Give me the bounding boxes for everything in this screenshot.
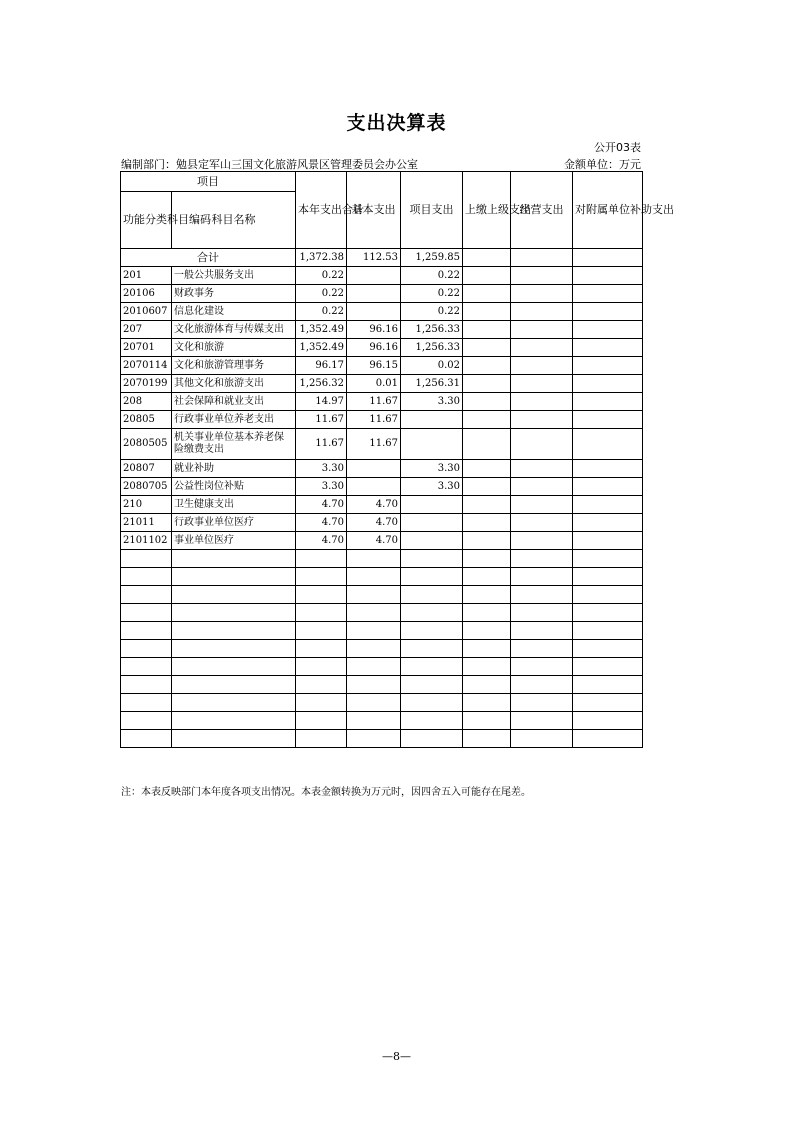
cell-name: 一般公共服务支出 bbox=[172, 267, 296, 285]
cell-basic: 11.67 bbox=[347, 411, 401, 429]
cell-project: 0.22 bbox=[401, 267, 463, 285]
cell-project: 3.30 bbox=[401, 478, 463, 496]
cell-name: 卫生健康支出 bbox=[172, 496, 296, 514]
cell-name: 文化旅游体育与传媒支出 bbox=[172, 321, 296, 339]
cell-basic: 96.15 bbox=[347, 357, 401, 375]
expenditure-table bbox=[120, 171, 674, 748]
cell-subsidy bbox=[573, 393, 643, 411]
cell-basic bbox=[347, 267, 401, 285]
cell-subsidy bbox=[573, 285, 643, 303]
cell-business bbox=[511, 339, 573, 357]
table-row bbox=[121, 267, 643, 285]
cell-name: 就业补助 bbox=[172, 460, 296, 478]
cell-subsidy bbox=[573, 321, 643, 339]
cell-business bbox=[511, 514, 573, 532]
cell-total: 4.70 bbox=[296, 496, 347, 514]
cell-total: 3.30 bbox=[296, 478, 347, 496]
header-project: 项目支出 bbox=[401, 172, 463, 249]
cell-code: 20807 bbox=[121, 460, 172, 478]
table-row bbox=[121, 285, 643, 303]
cell-upper bbox=[463, 411, 511, 429]
cell-project: 3.30 bbox=[401, 460, 463, 478]
cell-business bbox=[511, 411, 573, 429]
cell-project: 1,256.33 bbox=[401, 339, 463, 357]
cell-subsidy bbox=[573, 514, 643, 532]
page-title: 支出决算表 bbox=[346, 112, 447, 134]
cell-subsidy bbox=[573, 375, 643, 393]
cell-upper bbox=[463, 321, 511, 339]
cell-code: 2080505 bbox=[121, 429, 172, 460]
cell-project: 1,256.33 bbox=[401, 321, 463, 339]
empty-row bbox=[121, 730, 643, 748]
cell-business bbox=[511, 496, 573, 514]
cell-total: 1,352.49 bbox=[296, 339, 347, 357]
table-row bbox=[121, 357, 643, 375]
cell-total: 0.22 bbox=[296, 303, 347, 321]
cell-total: 3.30 bbox=[296, 460, 347, 478]
cell-basic: 4.70 bbox=[347, 532, 401, 550]
table-row bbox=[121, 303, 643, 321]
cell-code: 21011 bbox=[121, 514, 172, 532]
cell-upper bbox=[463, 532, 511, 550]
cell-upper bbox=[463, 285, 511, 303]
cell-basic: 96.16 bbox=[347, 321, 401, 339]
total-total: 1,372.38 bbox=[296, 249, 347, 267]
cell-project bbox=[401, 496, 463, 514]
cell-name: 机关事业单位基本养老保险缴费支出 bbox=[172, 429, 296, 460]
cell-basic bbox=[347, 303, 401, 321]
cell-code: 2010607 bbox=[121, 303, 172, 321]
cell-project: 1,256.31 bbox=[401, 375, 463, 393]
cell-name: 信息化建设 bbox=[172, 303, 296, 321]
cell-total: 4.70 bbox=[296, 514, 347, 532]
cell-name: 行政事业单位医疗 bbox=[172, 514, 296, 532]
header-total: 本年支出合计 bbox=[296, 172, 347, 249]
empty-row bbox=[121, 604, 643, 622]
cell-business bbox=[511, 357, 573, 375]
cell-upper bbox=[463, 460, 511, 478]
cell-name: 公益性岗位补贴 bbox=[172, 478, 296, 496]
cell-business bbox=[511, 460, 573, 478]
cell-basic: 11.67 bbox=[347, 429, 401, 460]
cell-upper bbox=[463, 514, 511, 532]
header-row-1 bbox=[121, 172, 643, 192]
table-row bbox=[121, 321, 643, 339]
table-row bbox=[121, 429, 643, 460]
header-subsidy: 对附属单位补助支出 bbox=[573, 172, 643, 249]
cell-code: 2101102 bbox=[121, 532, 172, 550]
cell-basic: 96.16 bbox=[347, 339, 401, 357]
cell-project: 0.22 bbox=[401, 285, 463, 303]
table-row bbox=[121, 393, 643, 411]
cell-code: 2070199 bbox=[121, 375, 172, 393]
cell-project bbox=[401, 411, 463, 429]
cell-name: 社会保障和就业支出 bbox=[172, 393, 296, 411]
empty-row bbox=[121, 694, 643, 712]
cell-code: 20106 bbox=[121, 285, 172, 303]
cell-subsidy bbox=[573, 357, 643, 375]
footnote: 注：本表反映部门本年度各项支出情况。本表金额转换为万元时，因四舍五入可能存在尾差。 bbox=[121, 787, 531, 798]
cell-business bbox=[511, 478, 573, 496]
cell-upper bbox=[463, 267, 511, 285]
cell-upper bbox=[463, 357, 511, 375]
cell-subsidy bbox=[573, 496, 643, 514]
cell-code: 2080705 bbox=[121, 478, 172, 496]
header-name: 科目名称 bbox=[172, 192, 296, 249]
cell-business bbox=[511, 393, 573, 411]
cell-business bbox=[511, 285, 573, 303]
cell-name: 财政事务 bbox=[172, 285, 296, 303]
cell-subsidy bbox=[573, 267, 643, 285]
cell-business bbox=[511, 267, 573, 285]
header-upper: 上缴上级支出 bbox=[463, 172, 511, 249]
cell-basic: 11.67 bbox=[347, 393, 401, 411]
cell-subsidy bbox=[573, 460, 643, 478]
table-row bbox=[121, 478, 643, 496]
cell-upper bbox=[463, 393, 511, 411]
empty-row bbox=[121, 568, 643, 586]
cell-name: 文化和旅游 bbox=[172, 339, 296, 357]
cell-code: 20701 bbox=[121, 339, 172, 357]
cell-project bbox=[401, 429, 463, 460]
cell-name: 文化和旅游管理事务 bbox=[172, 357, 296, 375]
cell-basic: 4.70 bbox=[347, 496, 401, 514]
page-number: —8— bbox=[382, 1050, 411, 1063]
cell-total: 4.70 bbox=[296, 532, 347, 550]
table-row bbox=[121, 375, 643, 393]
cell-total: 96.17 bbox=[296, 357, 347, 375]
cell-subsidy bbox=[573, 303, 643, 321]
form-number: 公开03表 bbox=[594, 141, 641, 154]
cell-total: 11.67 bbox=[296, 429, 347, 460]
cell-project: 0.22 bbox=[401, 303, 463, 321]
header-business: 经营支出 bbox=[511, 172, 573, 249]
cell-code: 2070114 bbox=[121, 357, 172, 375]
cell-project bbox=[401, 532, 463, 550]
total-row bbox=[121, 249, 643, 267]
cell-upper bbox=[463, 478, 511, 496]
cell-subsidy bbox=[573, 532, 643, 550]
cell-upper bbox=[463, 339, 511, 357]
cell-total: 11.67 bbox=[296, 411, 347, 429]
total-project: 1,259.85 bbox=[401, 249, 463, 267]
cell-subsidy bbox=[573, 478, 643, 496]
table-row bbox=[121, 532, 643, 550]
cell-upper bbox=[463, 375, 511, 393]
table-row bbox=[121, 460, 643, 478]
unit-label: 金额单位：万元 bbox=[564, 158, 641, 171]
cell-project bbox=[401, 514, 463, 532]
cell-basic bbox=[347, 285, 401, 303]
cell-basic bbox=[347, 478, 401, 496]
cell-project: 3.30 bbox=[401, 393, 463, 411]
cell-subsidy bbox=[573, 429, 643, 460]
empty-row bbox=[121, 658, 643, 676]
table-row bbox=[121, 339, 643, 357]
cell-basic bbox=[347, 460, 401, 478]
total-label: 合计 bbox=[121, 249, 296, 267]
cell-name: 事业单位医疗 bbox=[172, 532, 296, 550]
cell-name: 行政事业单位养老支出 bbox=[172, 411, 296, 429]
department-label: 编制部门：勉县定军山三国文化旅游风景区管理委员会办公室 bbox=[121, 158, 418, 171]
empty-row bbox=[121, 712, 643, 730]
empty-row bbox=[121, 640, 643, 658]
cell-business bbox=[511, 321, 573, 339]
total-basic: 112.53 bbox=[347, 249, 401, 267]
header-item: 项目 bbox=[121, 172, 296, 192]
header-code: 功能分类科目编码 bbox=[121, 192, 172, 249]
table-row bbox=[121, 514, 643, 532]
cell-code: 207 bbox=[121, 321, 172, 339]
cell-upper bbox=[463, 303, 511, 321]
cell-code: 208 bbox=[121, 393, 172, 411]
header-basic: 基本支出 bbox=[347, 172, 401, 249]
cell-subsidy bbox=[573, 411, 643, 429]
empty-row bbox=[121, 622, 643, 640]
cell-total: 14.97 bbox=[296, 393, 347, 411]
cell-code: 201 bbox=[121, 267, 172, 285]
cell-business bbox=[511, 375, 573, 393]
table-row bbox=[121, 411, 643, 429]
cell-name: 其他文化和旅游支出 bbox=[172, 375, 296, 393]
empty-row bbox=[121, 676, 643, 694]
cell-total: 1,352.49 bbox=[296, 321, 347, 339]
cell-business bbox=[511, 532, 573, 550]
empty-row bbox=[121, 586, 643, 604]
cell-basic: 4.70 bbox=[347, 514, 401, 532]
cell-upper bbox=[463, 429, 511, 460]
table-row bbox=[121, 496, 643, 514]
cell-code: 210 bbox=[121, 496, 172, 514]
cell-total: 0.22 bbox=[296, 285, 347, 303]
cell-basic: 0.01 bbox=[347, 375, 401, 393]
empty-row bbox=[121, 550, 643, 568]
cell-project: 0.02 bbox=[401, 357, 463, 375]
cell-code: 20805 bbox=[121, 411, 172, 429]
cell-business bbox=[511, 303, 573, 321]
cell-total: 1,256.32 bbox=[296, 375, 347, 393]
cell-business bbox=[511, 429, 573, 460]
cell-total: 0.22 bbox=[296, 267, 347, 285]
cell-upper bbox=[463, 496, 511, 514]
cell-subsidy bbox=[573, 339, 643, 357]
